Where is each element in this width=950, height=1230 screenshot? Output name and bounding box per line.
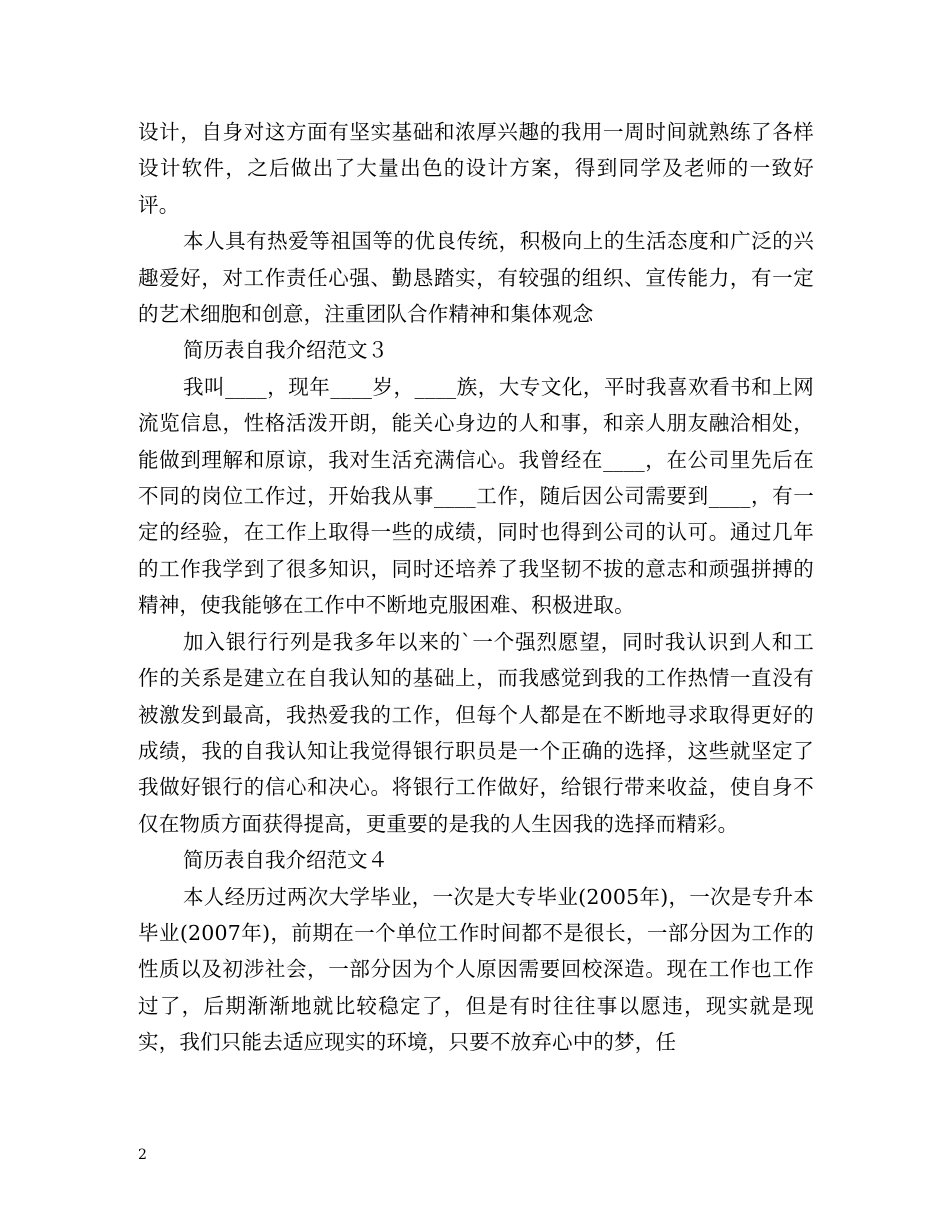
section-heading-sample-3: 简历表自我介绍范文３ xyxy=(183,338,388,363)
section-heading-sample-4: 简历表自我介绍范文４ xyxy=(183,848,388,873)
document-body xyxy=(138,114,814,1061)
paragraph-design-continuation: 设计，自身对这方面有坚实基础和浓厚兴趣的我用一周时间就熟练了各样设计软件，之后做出了大量出色的设计方案，得到同学及老师的一致好评。 xyxy=(138,120,814,217)
paragraph-graduation-history: 本人经历过两次大学毕业，一次是大专毕业(2005年)，一次是专升本毕业(2007年)，前期在一个单位工作时间都不是很长，一部分因为工作的性质以及初涉社会，一部分因为个人原因需要回校深造。现在工作也工作过了，后期渐渐地就比较稳定了，但是有时往往事以愿违，现实就是现实，我们只能去适应现实的环境，只要不放弃心中的梦，任 xyxy=(138,884,814,1055)
paragraph-bank-aspiration: 加入银行行列是我多年以来的`一个强烈愿望，同时我认识到人和工作的关系是建立在自我认知的基础上，而我感觉到我的工作热情一直没有被激发到最高，我热爱我的工作，但每个人都是在不断地寻求取得更好的成绩，我的自我认知让我觉得银行职员是一个正确的选择，这些就坚定了我做好银行的信心和决心。将银行工作做好，给银行带来收益，使自身不仅在物质方面获得提高，更重要的是我的人生因我的选择而精彩。 xyxy=(138,629,814,836)
paragraph-self-introduction: 我叫____，现年____岁，____族，大专文化，平时我喜欢看书和上网流览信息，性格活泼开朗，能关心身边的人和事，和亲人朋友融洽相处，能做到理解和原谅，我对生活充满信心。我曾经在____，在公司里先后在不同的岗位工作过，开始我从事____工作，随后因公司需要到____，有一定的经验，在工作上取得一些的成绩，同时也得到公司的认可。通过几年的工作我学到了很多知识，同时还培养了我坚韧不拔的意志和顽强拼搏的精神，使我能够在工作中不断地克服困难、积极进取。 xyxy=(138,374,814,618)
paragraph-personal-qualities: 本人具有热爱等祖国等的优良传统，积极向上的生活态度和广泛的兴趣爱好，对工作责任心强、勤恳踏实，有较强的组织、宣传能力，有一定的艺术细胞和创意，注重团队合作精神和集体观念 xyxy=(138,229,814,327)
page-number: 2 xyxy=(138,1147,147,1163)
